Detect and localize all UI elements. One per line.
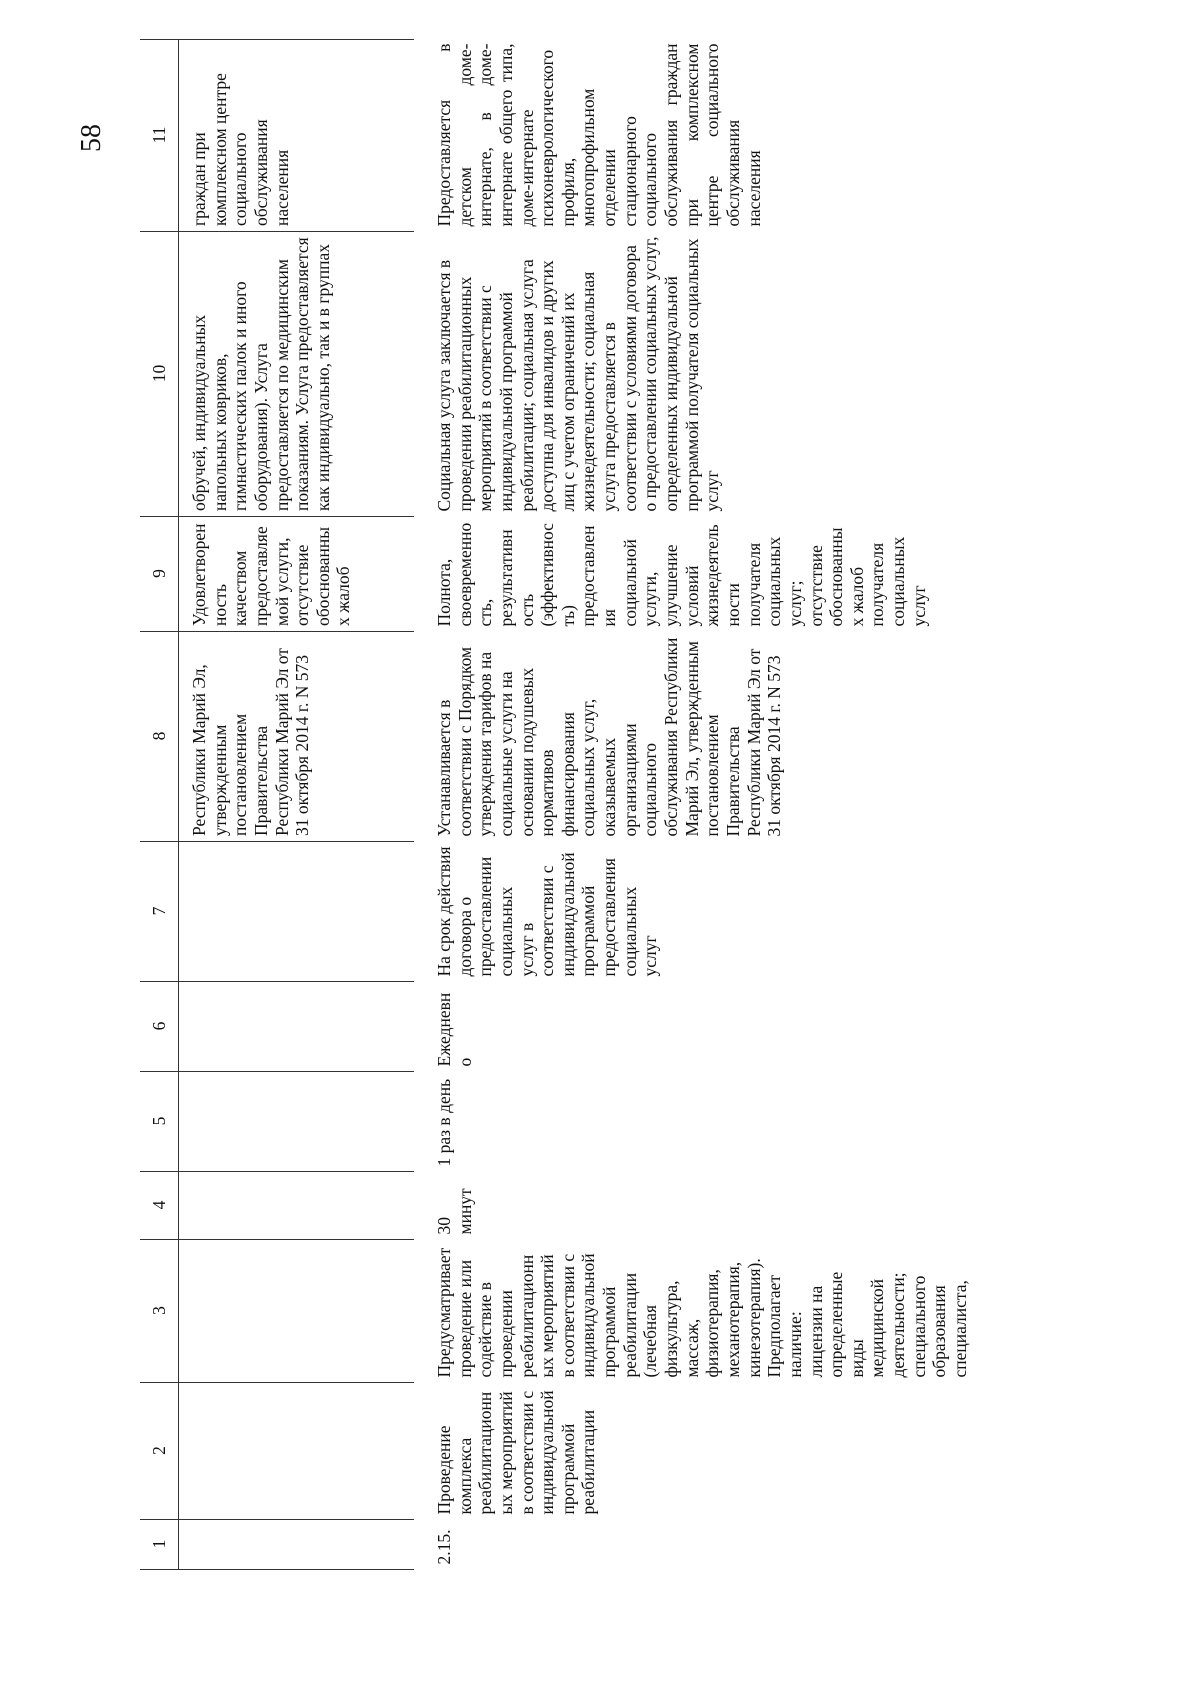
col-header-8: 8 — [140, 632, 179, 842]
services-table — [140, 39, 971, 1570]
col-header-9: 9 — [140, 517, 179, 632]
cell-tariff: Устанавливается в соответствии с Порядком утверждения тарифов на социальные услуги на основании подушевых нормативов финансирования социальных услуг, оказываемых организациями социального обслуживания Республики Марий Эл, утвержденным постановлением Правительства Республики Марий Эл от 31 октября 2014 г. N 573 — [434, 637, 785, 837]
cell-quality: Удовлетворенность качеством предоставляемой услуги, отсутствие обоснованных жалоб — [179, 517, 415, 632]
rotated-table-area — [140, 40, 1040, 1570]
col-header-6: 6 — [140, 982, 179, 1072]
col-header-11: 11 — [140, 40, 179, 232]
cell — [179, 842, 415, 982]
continuation-row — [179, 40, 415, 1570]
cell-duration: 30 минут — [434, 1188, 475, 1235]
col-header-2: 2 — [140, 1383, 179, 1520]
cell-conditions: обручей, индивидуальных напольных ковриков, гимнастических палок и иного оборудования). Услуга предоставляется по медицинским показаниям. Услуга предоставляется как индивидуально, так и в группах — [179, 232, 415, 517]
column-number-row — [140, 40, 179, 1570]
cell-conditions: Социальная услуга заключается в проведении реабилитационных мероприятий в соответствии с индивидуальной программой реабилитации; социальная услуга доступна для инвалидов и других лиц с учетом ограничений их жизнедеятельности; социальная услуга предоставляется в соответствии с условиями договора о предоставлении социальных услуг, определенных индивидуальной программой получателя социальных услуг — [434, 236, 723, 512]
cell-periodicity: Ежедневно — [434, 992, 475, 1067]
cell-description: Предусматривает проведение или содействие в проведении реабилитационных мероприятий в соответствии с индивидуальной программой реабилитации (лечебная физкультура, массаж, физиотерапия, механотерапия, кинезотерапия). Предполагает наличие: лицензии на определенные виды медицинской деятельности; специального образования специалиста, — [434, 1247, 971, 1378]
cell-frequency: 1 раз в день — [434, 1078, 454, 1167]
cell — [179, 982, 415, 1072]
col-header-7: 7 — [140, 842, 179, 982]
col-header-4: 4 — [140, 1172, 179, 1240]
cell — [179, 1383, 415, 1520]
cell-recipients: граждан при комплексном центре социального обслуживания населения — [179, 40, 415, 232]
cell — [179, 1072, 415, 1172]
cell — [179, 1172, 415, 1240]
page-number: 58 — [76, 124, 107, 152]
cell-quality: Полнота, своевременность, результативность (эффективность) предоставления социальной услуги, улучшение условий жизнедеятельности получателя социальных услуг; отсутствие обоснованных жалоб получателя социальных услуг — [434, 522, 929, 627]
table-row-2-15 — [414, 40, 971, 1570]
cell-service-name: Проведение комплекса реабилитационных мероприятий в соответствии с индивидуальной программой реабилитации — [434, 1390, 599, 1515]
cell — [179, 1520, 415, 1570]
cell-number: 2.15. — [434, 1529, 454, 1565]
cell-recipients: Предоставляется в детском доме-интернате, в доме-интернате общего типа, доме-интернате психоневрологического профиля, многопрофильном отделении стационарного социального обслуживания граждан при комплексном центре социального обслуживания населения — [434, 43, 764, 227]
cell — [179, 1240, 415, 1383]
cell-tariff-ref: Республики Марий Эл, утвержденным постановлением Правительства Республики Марий Эл от 31 октября 2014 г. N 573 — [179, 632, 415, 842]
col-header-10: 10 — [140, 232, 179, 517]
col-header-1: 1 — [140, 1520, 179, 1570]
col-header-3: 3 — [140, 1240, 179, 1383]
col-header-5: 5 — [140, 1072, 179, 1172]
cell-term: На срок действия договора о предоставлении социальных услуг в соответствии с индивидуальной программой предоставления социальных услуг — [434, 846, 661, 977]
